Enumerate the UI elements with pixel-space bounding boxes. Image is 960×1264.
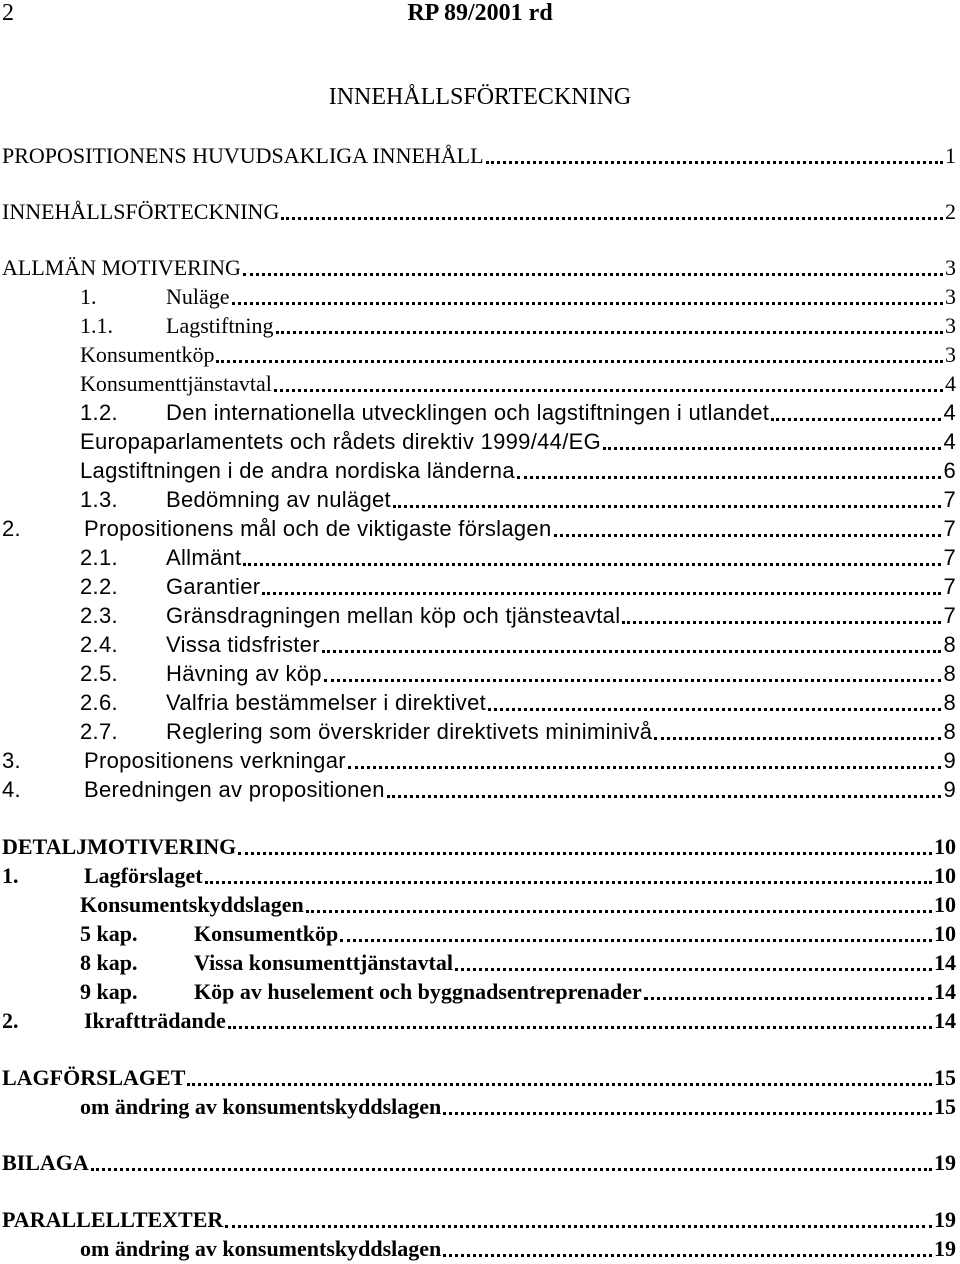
dot-leader xyxy=(322,650,942,653)
toc-entry-title: Hävning av köp xyxy=(166,661,322,686)
toc-entry-title: Propositionens mål och de viktigaste förslagen xyxy=(84,516,552,541)
toc-entry[interactable] xyxy=(80,428,956,456)
toc-entry-page: 7 xyxy=(943,516,956,541)
dot-leader xyxy=(340,939,932,942)
toc-entry-title: Konsumentskyddslagen xyxy=(80,892,304,917)
toc-entry-title: PARALLELLTEXTER xyxy=(2,1207,224,1232)
toc-entry-title: Den internationella utvecklingen och lagstiftningen i utlandet xyxy=(166,400,770,425)
dot-leader xyxy=(262,592,941,595)
toc-entry-number: 1.2. xyxy=(80,400,118,425)
dot-leader xyxy=(443,1112,932,1115)
toc-entry-page: 19 xyxy=(934,1150,956,1175)
dot-leader xyxy=(205,881,932,884)
dot-leader xyxy=(603,447,941,450)
toc-entry[interactable] xyxy=(80,891,956,919)
dot-leader xyxy=(771,418,941,421)
dot-leader xyxy=(455,968,932,971)
toc-entry[interactable] xyxy=(2,254,956,282)
toc-entry-page: 14 xyxy=(934,950,956,975)
toc-entry-title: Garantier xyxy=(166,574,261,599)
toc-entry-title: Valfria bestämmelser i direktivet xyxy=(166,690,487,715)
toc-entry-title: ALLMÄN MOTIVERING xyxy=(2,255,241,280)
toc-entry-title: Gränsdragningen mellan köp och tjänsteavtal xyxy=(166,603,621,628)
toc-title: INNEHÅLLSFÖRTECKNING xyxy=(328,84,632,110)
toc-entry-page: 8 xyxy=(943,690,956,715)
toc-entry-page: 10 xyxy=(934,892,956,917)
toc-entry-number: 2.3. xyxy=(80,603,118,628)
dot-leader xyxy=(228,1026,932,1029)
dot-leader xyxy=(517,476,942,479)
toc-entry[interactable] xyxy=(80,920,956,948)
toc-entry[interactable] xyxy=(80,949,956,977)
toc-entry-number: 2. xyxy=(2,516,21,541)
dot-leader xyxy=(488,708,941,711)
toc-entry-title: Vissa tidsfrister xyxy=(166,632,320,657)
toc-entry-page: 14 xyxy=(934,1008,956,1033)
toc-entry-page: 4 xyxy=(943,400,956,425)
toc-entry-page: 1 xyxy=(945,143,956,168)
toc-entry[interactable] xyxy=(80,399,956,427)
toc-entry-page: 10 xyxy=(934,863,956,888)
toc-entry[interactable] xyxy=(80,312,956,340)
toc-entry-page: 19 xyxy=(934,1236,956,1261)
toc-entry-page: 7 xyxy=(943,487,956,512)
toc-entry-title: Beredningen av propositionen xyxy=(84,777,385,802)
dot-leader xyxy=(393,505,942,508)
dot-leader xyxy=(348,766,942,769)
toc-entry[interactable] xyxy=(2,142,956,170)
dot-leader xyxy=(243,273,943,276)
toc-entry[interactable] xyxy=(80,689,956,717)
toc-entry-number: 2.1. xyxy=(80,545,118,570)
toc-entry[interactable] xyxy=(80,486,956,514)
toc-entry[interactable] xyxy=(80,370,956,398)
toc-entry-number: 5 kap. xyxy=(80,921,138,946)
toc-entry[interactable] xyxy=(2,515,956,543)
toc-entry-number: 1. xyxy=(80,284,97,309)
toc-entry-title: Reglering som överskrider direktivets miniminivå xyxy=(166,719,653,744)
toc-entry-title: Lagstiftningen i de andra nordiska länderna xyxy=(80,458,515,483)
dot-leader xyxy=(276,331,943,334)
page-header xyxy=(0,0,960,30)
toc-entry-page: 4 xyxy=(945,371,956,396)
dot-leader xyxy=(622,621,941,624)
toc-entry-title: Bedömning av nuläget xyxy=(166,487,391,512)
dot-leader xyxy=(387,795,942,798)
toc-entry[interactable] xyxy=(2,747,956,775)
toc-entry[interactable] xyxy=(80,631,956,659)
toc-entry[interactable] xyxy=(80,341,956,369)
toc-entry-page: 15 xyxy=(934,1094,956,1119)
dot-leader xyxy=(486,161,943,164)
toc-entry[interactable] xyxy=(2,1206,956,1234)
toc-entry-number: 2.5. xyxy=(80,661,118,686)
toc-entry-number: 2. xyxy=(2,1008,19,1033)
toc-entry[interactable] xyxy=(80,602,956,630)
toc-entry-title: PROPOSITIONENS HUVUDSAKLIGA INNEHÅLL xyxy=(2,143,484,168)
toc-entry-number: 4. xyxy=(2,777,21,802)
toc-entry-title: LAGFÖRSLAGET xyxy=(2,1065,186,1090)
toc-entry[interactable] xyxy=(80,457,956,485)
dot-leader xyxy=(443,1254,932,1257)
toc-entry-number: 2.2. xyxy=(80,574,118,599)
toc-entry-title: DETALJMOTIVERING xyxy=(2,834,237,859)
toc-entry-title: om ändring av konsumentskyddslagen xyxy=(80,1094,442,1119)
toc-entry-title: Allmänt xyxy=(166,545,242,570)
toc-entry-title: Vissa konsumenttjänstavtal xyxy=(194,950,453,975)
toc-entry-title: INNEHÅLLSFÖRTECKNING xyxy=(2,199,280,224)
toc-entry[interactable] xyxy=(80,1093,956,1121)
dot-leader xyxy=(281,217,943,220)
page-number: 2 xyxy=(2,0,14,26)
toc-entry-number: 2.4. xyxy=(80,632,118,657)
toc-entry-number: 1. xyxy=(2,863,19,888)
toc-entry[interactable] xyxy=(80,573,956,601)
toc-entry-title: BILAGA xyxy=(2,1150,89,1175)
toc-entry-page: 9 xyxy=(943,777,956,802)
dot-leader xyxy=(654,737,941,740)
toc-entry[interactable] xyxy=(80,544,956,572)
toc-entry[interactable] xyxy=(2,1149,956,1177)
dot-leader xyxy=(91,1168,932,1171)
dot-leader xyxy=(274,389,943,392)
toc-entry-page: 8 xyxy=(943,719,956,744)
dot-leader xyxy=(232,302,943,305)
document-reference: RP 89/2001 rd xyxy=(407,0,553,26)
toc-entry-page: 3 xyxy=(945,284,956,309)
dot-leader xyxy=(324,679,942,682)
toc-entry-number: 1.1. xyxy=(80,313,113,338)
toc-entry[interactable] xyxy=(80,978,956,1006)
toc-entry-title: Konsumentköp xyxy=(194,921,339,946)
toc-entry-title: Lagstiftning xyxy=(166,313,274,338)
toc-entry-number: 2.7. xyxy=(80,719,118,744)
toc-entry-page: 10 xyxy=(934,834,956,859)
toc-entry-page: 14 xyxy=(934,979,956,1004)
toc-entry-title: Lagförslaget xyxy=(84,863,203,888)
toc-entry-page: 3 xyxy=(945,342,956,367)
toc-entry-page: 19 xyxy=(934,1207,956,1232)
toc-entry-page: 7 xyxy=(943,545,956,570)
toc-entry[interactable] xyxy=(2,833,956,861)
toc-entry-title: Ikraftträdande xyxy=(84,1008,226,1033)
toc-entry-number: 3. xyxy=(2,748,21,773)
toc-entry-title: Köp av huselement och byggnadsentreprenader xyxy=(194,979,642,1004)
toc-entry-title: Konsumenttjänstavtal xyxy=(80,371,272,396)
toc-entry-page: 10 xyxy=(934,921,956,946)
dot-leader xyxy=(187,1083,932,1086)
toc-entry[interactable] xyxy=(80,660,956,688)
dot-leader xyxy=(306,910,932,913)
dot-leader xyxy=(243,563,941,566)
dot-leader xyxy=(238,852,932,855)
toc-entry[interactable] xyxy=(2,198,956,226)
toc-entry-title: om ändring av konsumentskyddslagen xyxy=(80,1236,442,1261)
toc-entry-page: 7 xyxy=(943,603,956,628)
toc-entry-number: 9 kap. xyxy=(80,979,138,1004)
toc-entry-page: 2 xyxy=(945,199,956,224)
toc-entry[interactable] xyxy=(80,1235,956,1263)
toc-entry-title: Propositionens verkningar xyxy=(84,748,346,773)
toc-entry-page: 6 xyxy=(943,458,956,483)
toc-entry-page: 8 xyxy=(943,632,956,657)
toc-entry-page: 15 xyxy=(934,1065,956,1090)
dot-leader xyxy=(216,360,943,363)
toc-entry-title: Konsumentköp xyxy=(80,342,215,367)
toc-entry[interactable] xyxy=(80,283,956,311)
toc-entry-title: Europaparlamentets och rådets direktiv 1999/44/EG xyxy=(80,429,601,454)
toc-entry-number: 1.3. xyxy=(80,487,118,512)
toc-entry-page: 7 xyxy=(943,574,956,599)
toc-entry-number: 2.6. xyxy=(80,690,118,715)
toc-entry[interactable] xyxy=(2,1064,956,1092)
dot-leader xyxy=(554,534,942,537)
toc-entry-title: Nuläge xyxy=(166,284,230,309)
toc-entry[interactable] xyxy=(80,718,956,746)
toc-entry-page: 3 xyxy=(945,313,956,338)
toc-entry-page: 3 xyxy=(945,255,956,280)
toc-entry[interactable] xyxy=(2,776,956,804)
toc-entry-page: 8 xyxy=(943,661,956,686)
toc-entry-page: 4 xyxy=(943,429,956,454)
dot-leader xyxy=(225,1225,932,1228)
toc-entry-page: 9 xyxy=(943,748,956,773)
toc-entry[interactable] xyxy=(2,862,956,890)
dot-leader xyxy=(644,997,932,1000)
toc-entry[interactable] xyxy=(2,1007,956,1035)
toc-entry-number: 8 kap. xyxy=(80,950,138,975)
